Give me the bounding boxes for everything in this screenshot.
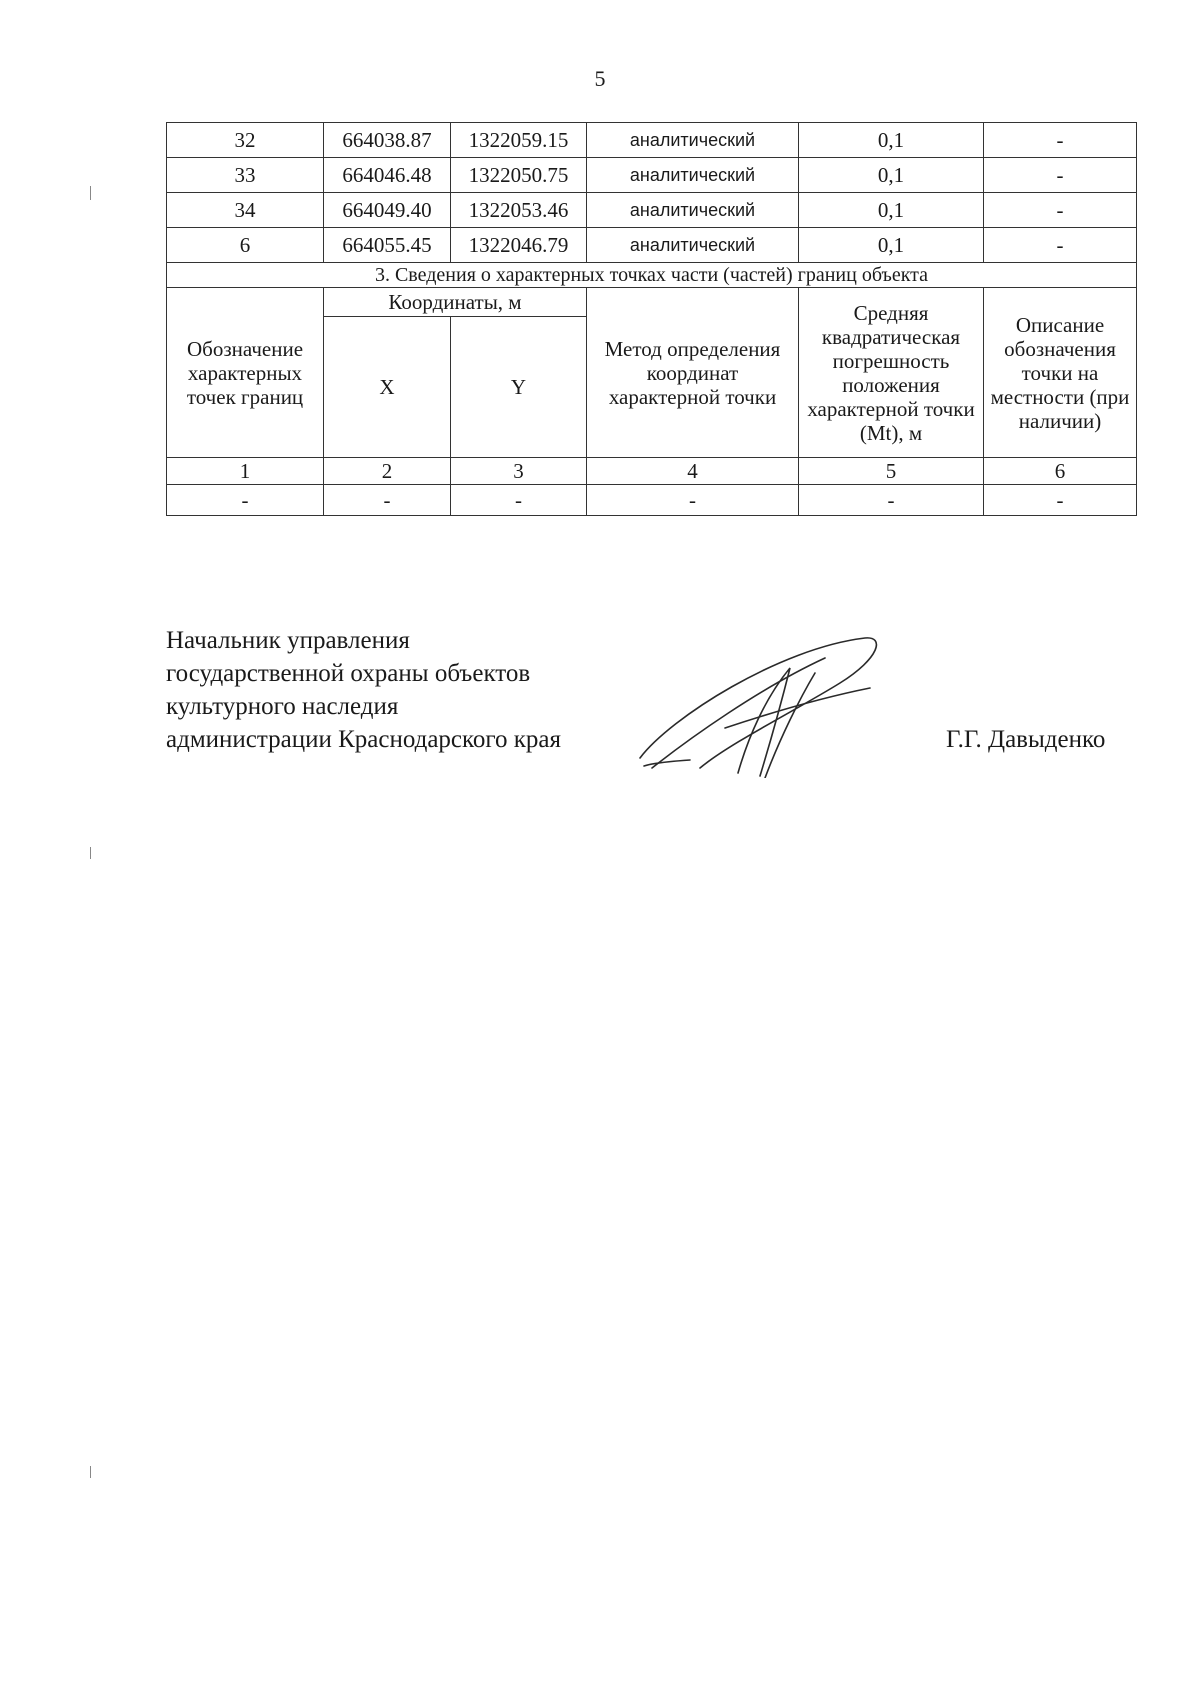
column-number: 3: [451, 458, 587, 485]
signer-title: [166, 624, 561, 756]
header-row: [167, 288, 1137, 317]
column-number: 2: [324, 458, 451, 485]
signer-title-line: администрации Краснодарского края: [166, 726, 562, 753]
x-cell: 664046.48: [324, 158, 451, 193]
y-cell: 1322059.15: [451, 123, 587, 158]
x-cell: 664049.40: [324, 193, 451, 228]
signer-title-line: Начальник управления: [166, 627, 410, 654]
error-cell: 0,1: [799, 228, 984, 263]
scan-margin-mark: [90, 186, 91, 200]
method-cell: аналитический: [587, 158, 799, 193]
column-number: 4: [587, 458, 799, 485]
description-cell: -: [984, 228, 1137, 263]
table-row: [167, 193, 1137, 228]
method-cell: аналитический: [587, 193, 799, 228]
header-coordinates: Координаты, м: [324, 288, 587, 317]
description-cell: -: [984, 193, 1137, 228]
header-method: Метод определения координат характерной точки: [587, 288, 799, 458]
boundary-points-table: [166, 122, 1137, 516]
scan-margin-mark: [90, 1466, 91, 1478]
section-title: 3. Сведения о характерных точках части (частей) границ объекта: [167, 263, 1137, 288]
error-cell: 0,1: [799, 123, 984, 158]
empty-cell: -: [167, 485, 324, 516]
error-cell: 0,1: [799, 193, 984, 228]
header-point-designation: Обозначение характерных точек границ: [167, 288, 324, 458]
header-description: Описание обозначения точки на местности (при наличии): [984, 288, 1137, 458]
table-row: [167, 485, 1137, 516]
signer-title-line: культурного наследия: [166, 693, 399, 720]
scan-margin-mark: [90, 847, 91, 859]
header-error: Средняя квадратическая погрешность положения характерной точки (Mt), м: [799, 288, 984, 458]
header-x: X: [324, 317, 451, 458]
x-cell: 664055.45: [324, 228, 451, 263]
error-cell: 0,1: [799, 158, 984, 193]
signer-name: Г.Г. Давыденко: [946, 726, 1106, 753]
handwritten-signature: [630, 628, 890, 778]
point-cell: 6: [167, 228, 324, 263]
y-cell: 1322050.75: [451, 158, 587, 193]
method-cell: аналитический: [587, 123, 799, 158]
method-cell: аналитический: [587, 228, 799, 263]
page-number: 5: [594, 66, 606, 91]
header-y: Y: [451, 317, 587, 458]
table-row: [167, 123, 1137, 158]
empty-cell: -: [984, 485, 1137, 516]
x-cell: 664038.87: [324, 123, 451, 158]
column-number-row: [167, 458, 1137, 485]
table-row: [167, 228, 1137, 263]
point-cell: 32: [167, 123, 324, 158]
description-cell: -: [984, 158, 1137, 193]
y-cell: 1322053.46: [451, 193, 587, 228]
column-number: 1: [167, 458, 324, 485]
table-row: [167, 158, 1137, 193]
section-title-row: [167, 263, 1137, 288]
signer-title-line: государственной охраны объектов: [166, 660, 531, 687]
empty-cell: -: [587, 485, 799, 516]
empty-cell: -: [451, 485, 587, 516]
point-cell: 34: [167, 193, 324, 228]
description-cell: -: [984, 123, 1137, 158]
point-cell: 33: [167, 158, 324, 193]
column-number: 5: [799, 458, 984, 485]
y-cell: 1322046.79: [451, 228, 587, 263]
empty-cell: -: [799, 485, 984, 516]
empty-cell: -: [324, 485, 451, 516]
column-number: 6: [984, 458, 1137, 485]
